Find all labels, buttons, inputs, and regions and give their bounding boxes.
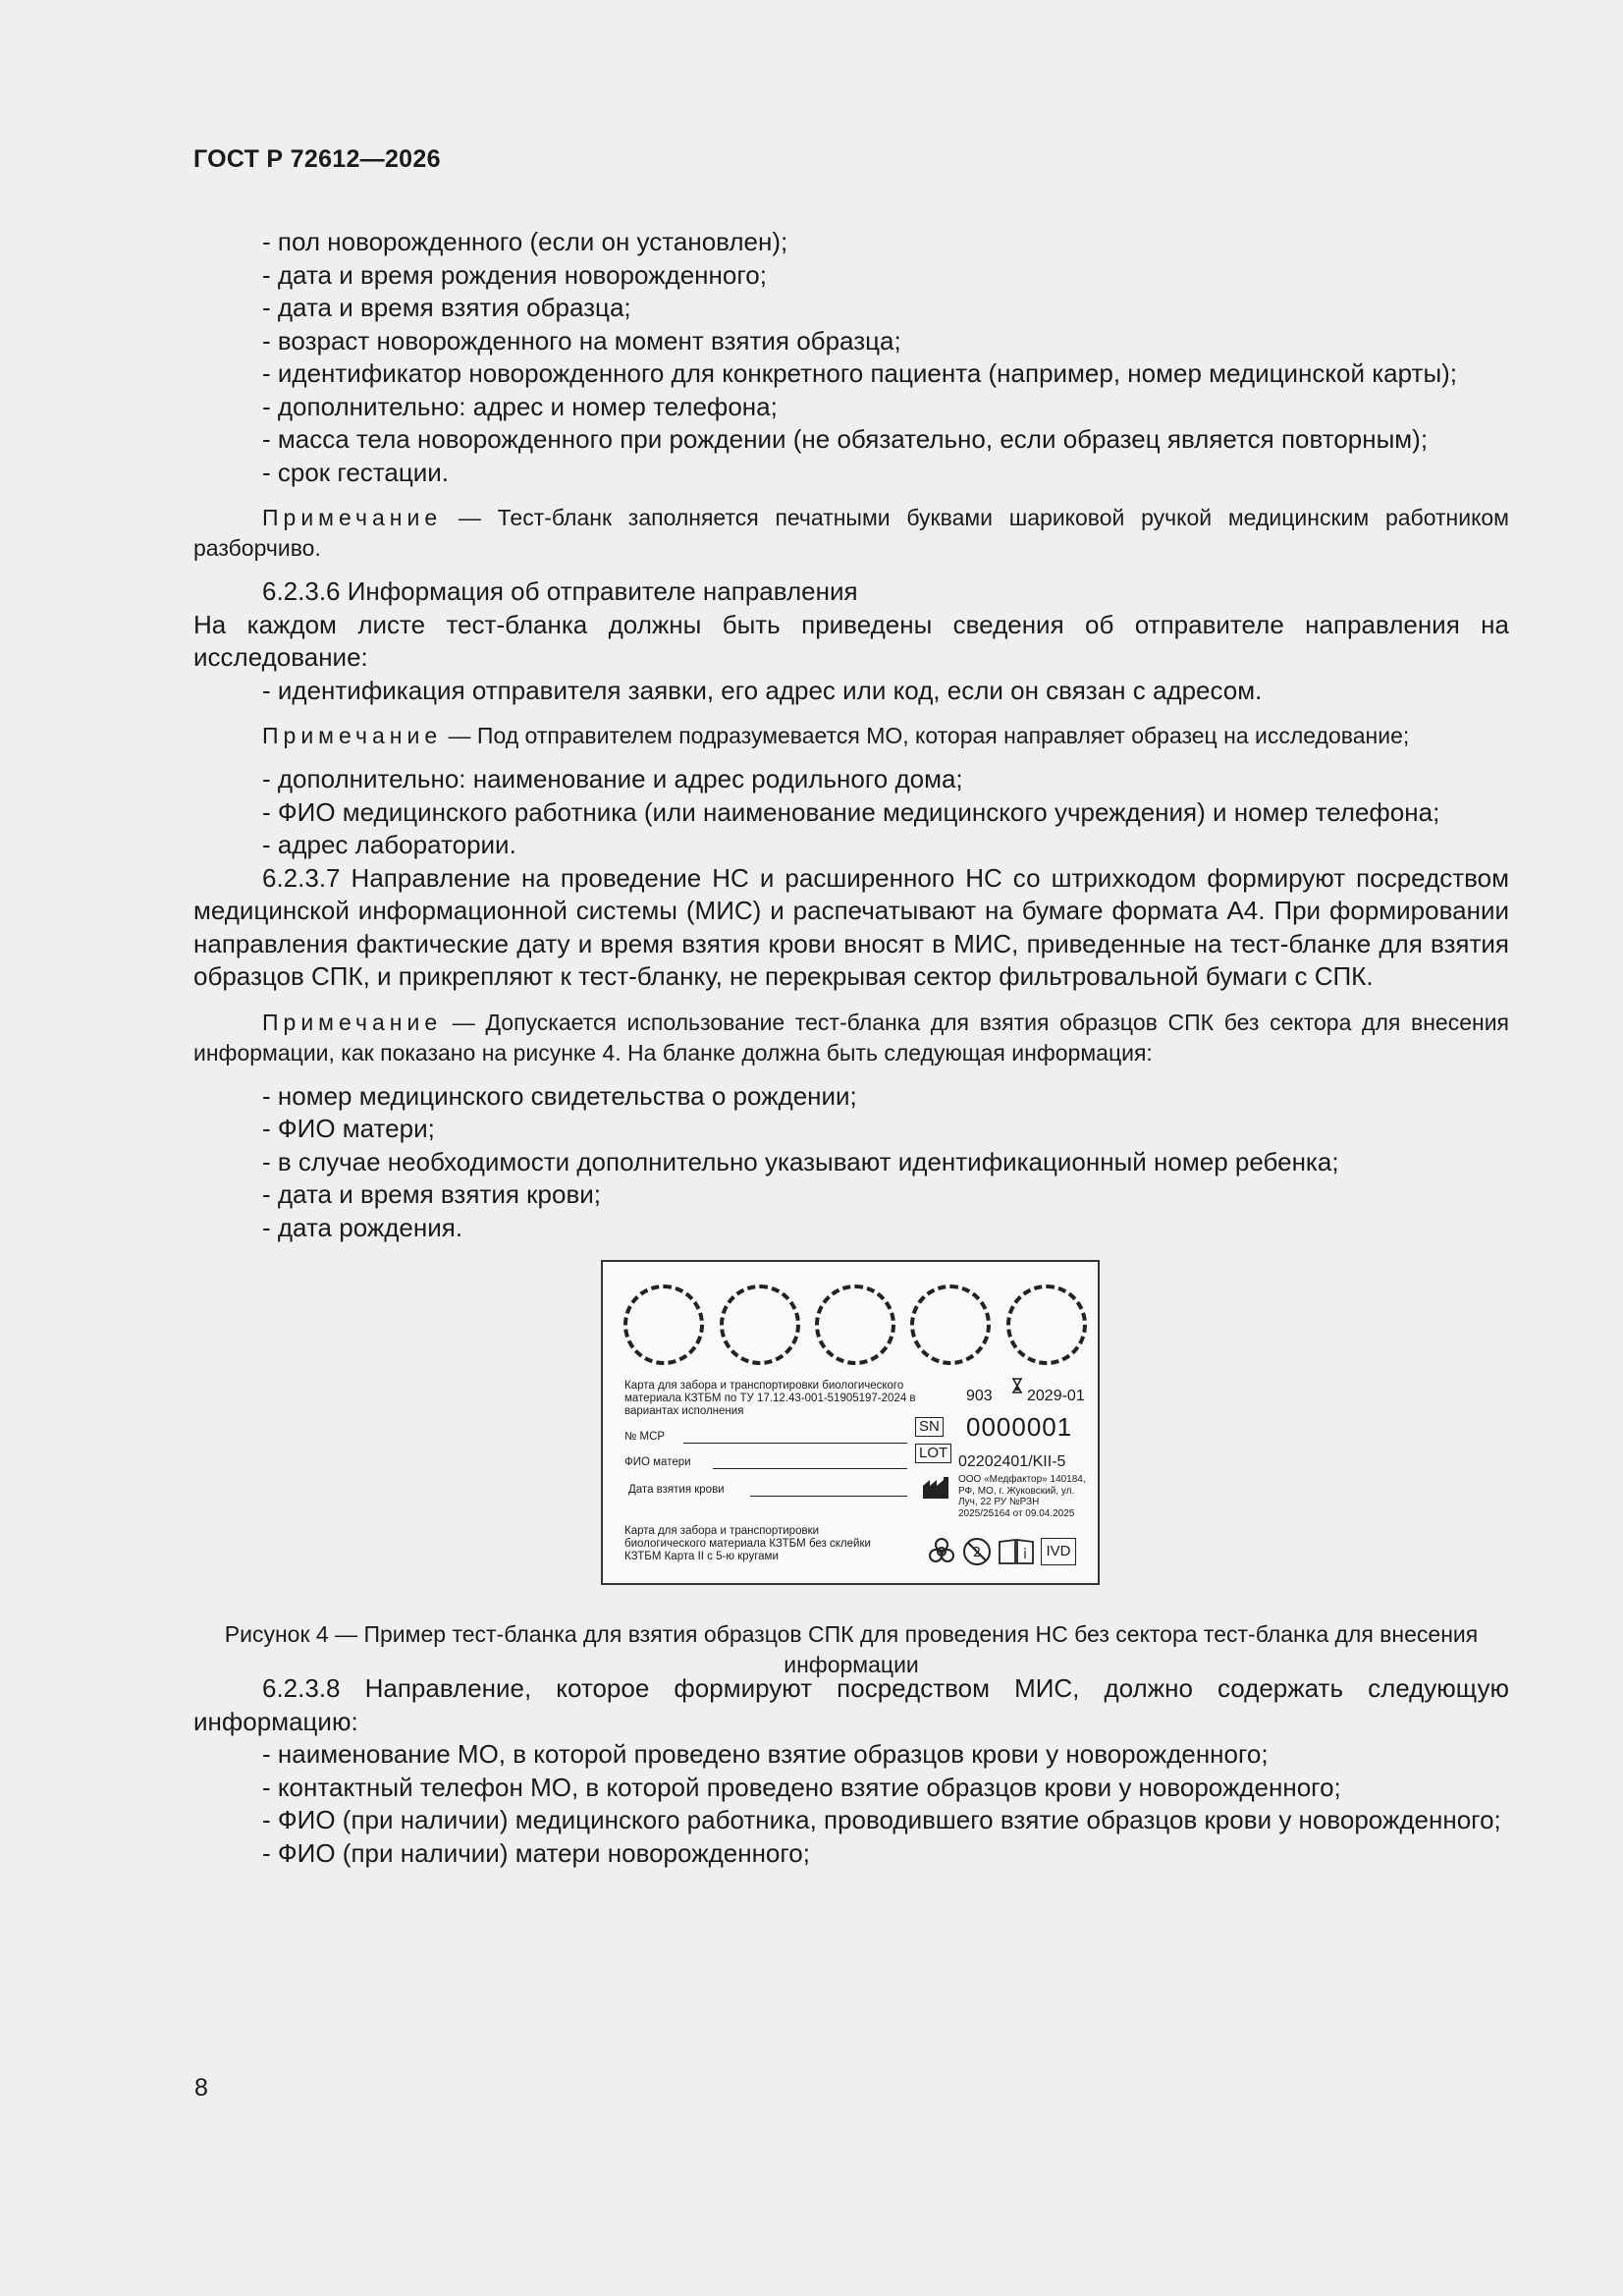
list-item: - дата и время взятия крови; bbox=[262, 1179, 602, 1209]
blood-spot-circle bbox=[623, 1285, 704, 1365]
blood-spot-circle bbox=[1006, 1285, 1087, 1365]
manufacturer-icon bbox=[922, 1476, 949, 1500]
card-footer-text: Карта для забора и транспортировки биологического материала КЗТБМ без склейки КЗТБМ Карта II с 5-ю кругами bbox=[624, 1525, 871, 1562]
list-item: - масса тела новорожденного при рождении (не обязательно, если образец является повторным); bbox=[262, 424, 1429, 454]
blood-spot-circle bbox=[720, 1285, 800, 1365]
list-item: - дата рождения. bbox=[262, 1212, 463, 1242]
manufacturer-info: ООО «Медфактор» 140184, РФ, МО, г. Жуковский, ул. Луч, 22 РУ №РЗН 2025/25164 от 09.04.2025 bbox=[958, 1474, 1086, 1519]
field-msr-label: № МСР bbox=[624, 1431, 666, 1443]
page-number: 8 bbox=[194, 2074, 208, 2102]
hourglass-icon bbox=[1011, 1378, 1023, 1394]
list-item: - дополнительно: наименование и адрес родильного дома; bbox=[262, 764, 963, 793]
document-body bbox=[193, 226, 1509, 1870]
do-not-reuse-icon bbox=[962, 1537, 992, 1566]
lot-value: 02202401/KII-5 bbox=[958, 1453, 1066, 1470]
list-item: - номер медицинского свидетельства о рождении; bbox=[262, 1080, 857, 1111]
note-label: Примечание bbox=[262, 505, 443, 530]
ivd-label: IVD bbox=[1041, 1538, 1076, 1565]
note bbox=[193, 1008, 1509, 1068]
card-title: Карта для забора и транспортировки биологического материала КЗТБМ по ТУ 17.12.43-001-51905197-2024 в вариантах исполнения bbox=[624, 1380, 916, 1417]
lot-label: LOT bbox=[915, 1444, 951, 1463]
field-mother-label: ФИО матери bbox=[624, 1456, 691, 1468]
paragraph: 6.2.3.7 Направление на проведение НС и расширенного НС со штрихкодом формируют посредством медицинской информационной системы (МИС) и распечатывают на бумаге формата А4. При формировании направления фактические дату и время взятия крови вносят в МИС, приведенные на тест-бланке для взятия образцов СПК, и прикрепляют к тест-бланку, не перекрывая сектор фильтровальной бумаги с СПК. bbox=[193, 862, 1509, 991]
list-item: - дата и время взятия образца; bbox=[262, 293, 631, 322]
field-line bbox=[683, 1443, 907, 1444]
sn-value: 0000001 bbox=[966, 1412, 1073, 1442]
list-item: - возраст новорожденного на момент взятия образца; bbox=[262, 325, 901, 355]
note-text: — Тест-бланк заполняется печатными буквами шариковой ручкой медицинским работником разборчиво. bbox=[193, 505, 1509, 561]
figure bbox=[193, 1260, 1509, 1677]
paragraph: 6.2.3.8 Направление, которое формируют посредством МИС, должно содержать следующую информацию: bbox=[193, 1673, 1509, 1736]
note bbox=[193, 503, 1509, 564]
consult-instructions-icon bbox=[998, 1538, 1037, 1565]
list-item: - ФИО матери; bbox=[262, 1114, 435, 1143]
list-item: - срок гестации. bbox=[262, 457, 450, 487]
note-text: — Допускается использование тест-бланка для взятия образцов СПК без сектора для внесения информации, как показано на рисунке 4. На бланке должна быть следующая информация: bbox=[193, 1009, 1509, 1066]
paragraph: На каждом листе тест-бланка должны быть приведены сведения об отправителе направления на исследование: bbox=[193, 609, 1509, 672]
list-item: - идентификация отправителя заявки, его адрес или код, если он связан с адресом. bbox=[262, 675, 1263, 705]
blood-spot-circle bbox=[910, 1285, 991, 1365]
blood-spot-circle bbox=[815, 1285, 895, 1365]
list-item: - адрес лаборатории. bbox=[262, 830, 516, 859]
note-text: — Под отправителем подразумевается МО, которая направляет образец на исследование; bbox=[442, 723, 1410, 748]
list-item: - дата и время рождения новорожденного; bbox=[262, 259, 767, 290]
note-label: Примечание bbox=[262, 1009, 443, 1035]
list-item: - наименование МО, в которой проведено взятие образцов крови у новорожденного; bbox=[262, 1739, 1269, 1769]
sn-label: SN bbox=[915, 1417, 944, 1437]
list-item: - дополнительно: адрес и номер телефона; bbox=[262, 391, 778, 421]
list-item: - ФИО медицинского работника (или наименование медицинского учреждения) и номер телефона; bbox=[262, 796, 1440, 827]
section-heading: 6.2.3.6 Информация об отправителе направления bbox=[262, 576, 858, 606]
svg-text:2: 2 bbox=[972, 1546, 982, 1560]
list-item: - в случае необходимости дополнительно указывают идентификационный номер ребенка; bbox=[262, 1146, 1339, 1176]
list-item: - ФИО (при наличии) матери новорожденного; bbox=[262, 1837, 810, 1868]
list-item: - идентификатор новорожденного для конкретного пациента (например, номер медицинской карты); bbox=[262, 358, 1458, 388]
list-item: - контактный телефон МО, в которой проведено взятие образцов крови у новорожденного; bbox=[262, 1772, 1341, 1802]
note-label: Примечание bbox=[262, 723, 443, 748]
field-date-label: Дата взятия крови bbox=[628, 1484, 725, 1496]
figure-caption: Рисунок 4 — Пример тест-бланка для взятия образцов СПК для проведения НС без сектора тест-бланка для внесения информации bbox=[224, 1621, 1479, 1677]
note bbox=[193, 721, 1509, 751]
test-card-figure bbox=[601, 1260, 1100, 1585]
list-item: - пол новорожденного (если он установлен); bbox=[262, 227, 788, 256]
document-header: ГОСТ Р 72612—2026 bbox=[193, 145, 441, 173]
list-item: - ФИО (при наличии) медицинского работника, проводившего взятие образцов крови у новорожденного; bbox=[262, 1805, 1501, 1834]
card-code: 903 bbox=[966, 1388, 993, 1404]
biohazard-icon bbox=[927, 1537, 956, 1566]
info-symbol: i bbox=[1023, 1547, 1027, 1562]
card-expiry: 2029-01 bbox=[1027, 1388, 1085, 1404]
field-line bbox=[750, 1496, 907, 1497]
field-line bbox=[713, 1468, 907, 1469]
